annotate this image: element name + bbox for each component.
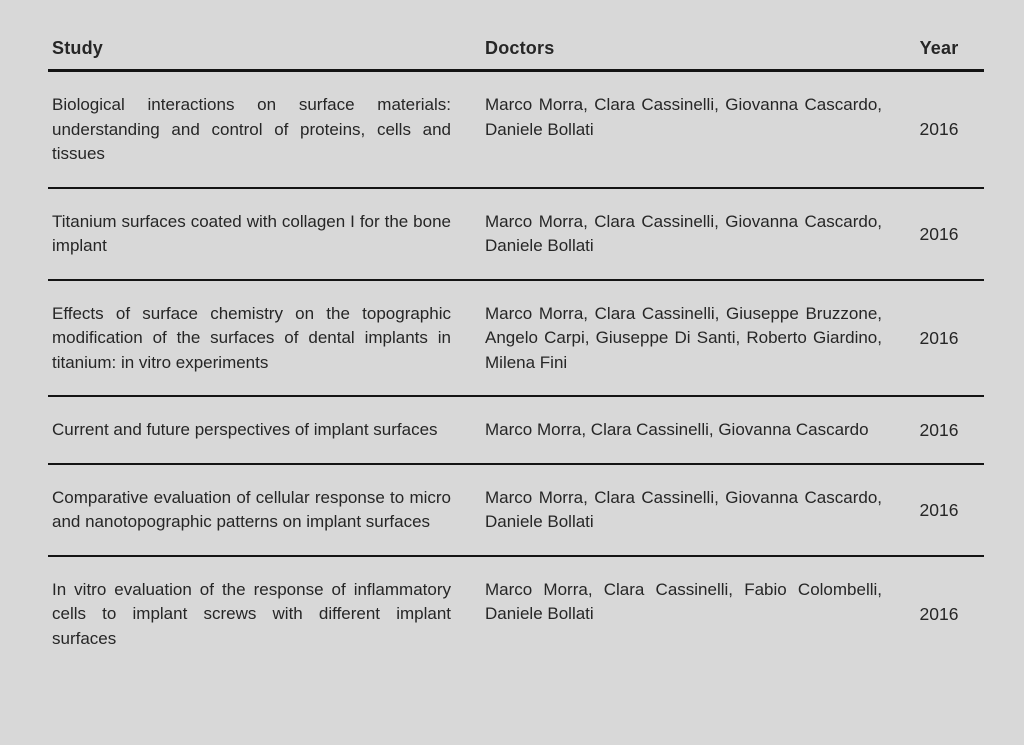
year-value: 2016: [919, 327, 959, 348]
doctors-cell: Marco Morra, Clara Cassinelli, Giovanna Cascardo, Daniele Bollati: [485, 211, 882, 255]
table-row: [48, 189, 984, 281]
column-header-year: Year: [919, 38, 959, 58]
study-cell: Biological interactions on surface materials: understanding and control of proteins, cells and tissues: [52, 95, 451, 163]
doctors-cell: Marco Morra, Clara Cassinelli, Giuseppe Bruzzone, Angelo Carpi, Giuseppe Di Santi, Roberto Giardino, Milena Fini: [485, 303, 882, 372]
study-cell: Comparative evaluation of cellular response to micro and nanotopographic patterns on implant surfaces: [52, 487, 451, 531]
table-row: [48, 397, 984, 465]
doctors-cell: Marco Morra, Clara Cassinelli, Giovanna Cascardo: [485, 420, 869, 439]
table-row: [48, 557, 984, 672]
doctors-cell: Marco Morra, Clara Cassinelli, Fabio Colombelli, Daniele Bollati: [485, 579, 882, 623]
table-body: [48, 72, 984, 671]
doctors-cell: Marco Morra, Clara Cassinelli, Giovanna Cascardo, Daniele Bollati: [485, 487, 882, 531]
year-value: 2016: [919, 603, 959, 624]
year-cell: [894, 93, 984, 167]
year-cell: [894, 210, 984, 259]
table-row: [48, 72, 984, 189]
doctors-cell: Marco Morra, Clara Cassinelli, Giovanna Cascardo, Daniele Bollati: [485, 95, 882, 139]
study-cell: Current and future perspectives of implant surfaces: [52, 420, 438, 439]
year-value: 2016: [919, 119, 959, 140]
year-value: 2016: [919, 223, 959, 244]
year-cell: [894, 578, 984, 652]
study-cell: Effects of surface chemistry on the topographic modification of the surfaces of dental implants in titanium: in vitro experiments: [52, 303, 451, 372]
column-header-doctors: Doctors: [485, 38, 555, 58]
studies-table: [48, 38, 984, 671]
column-header-study: Study: [52, 38, 104, 58]
table-header-row: [48, 38, 984, 72]
year-value: 2016: [919, 419, 959, 440]
table-row: [48, 281, 984, 398]
study-cell: Titanium surfaces coated with collagen I for the bone implant: [52, 211, 451, 255]
year-value: 2016: [919, 499, 959, 520]
table-row: [48, 465, 984, 557]
study-cell: In vitro evaluation of the response of inflammatory cells to implant screws with different implant surfaces: [52, 579, 451, 648]
year-cell: [894, 302, 984, 376]
year-cell: [894, 418, 984, 443]
year-cell: [894, 486, 984, 535]
